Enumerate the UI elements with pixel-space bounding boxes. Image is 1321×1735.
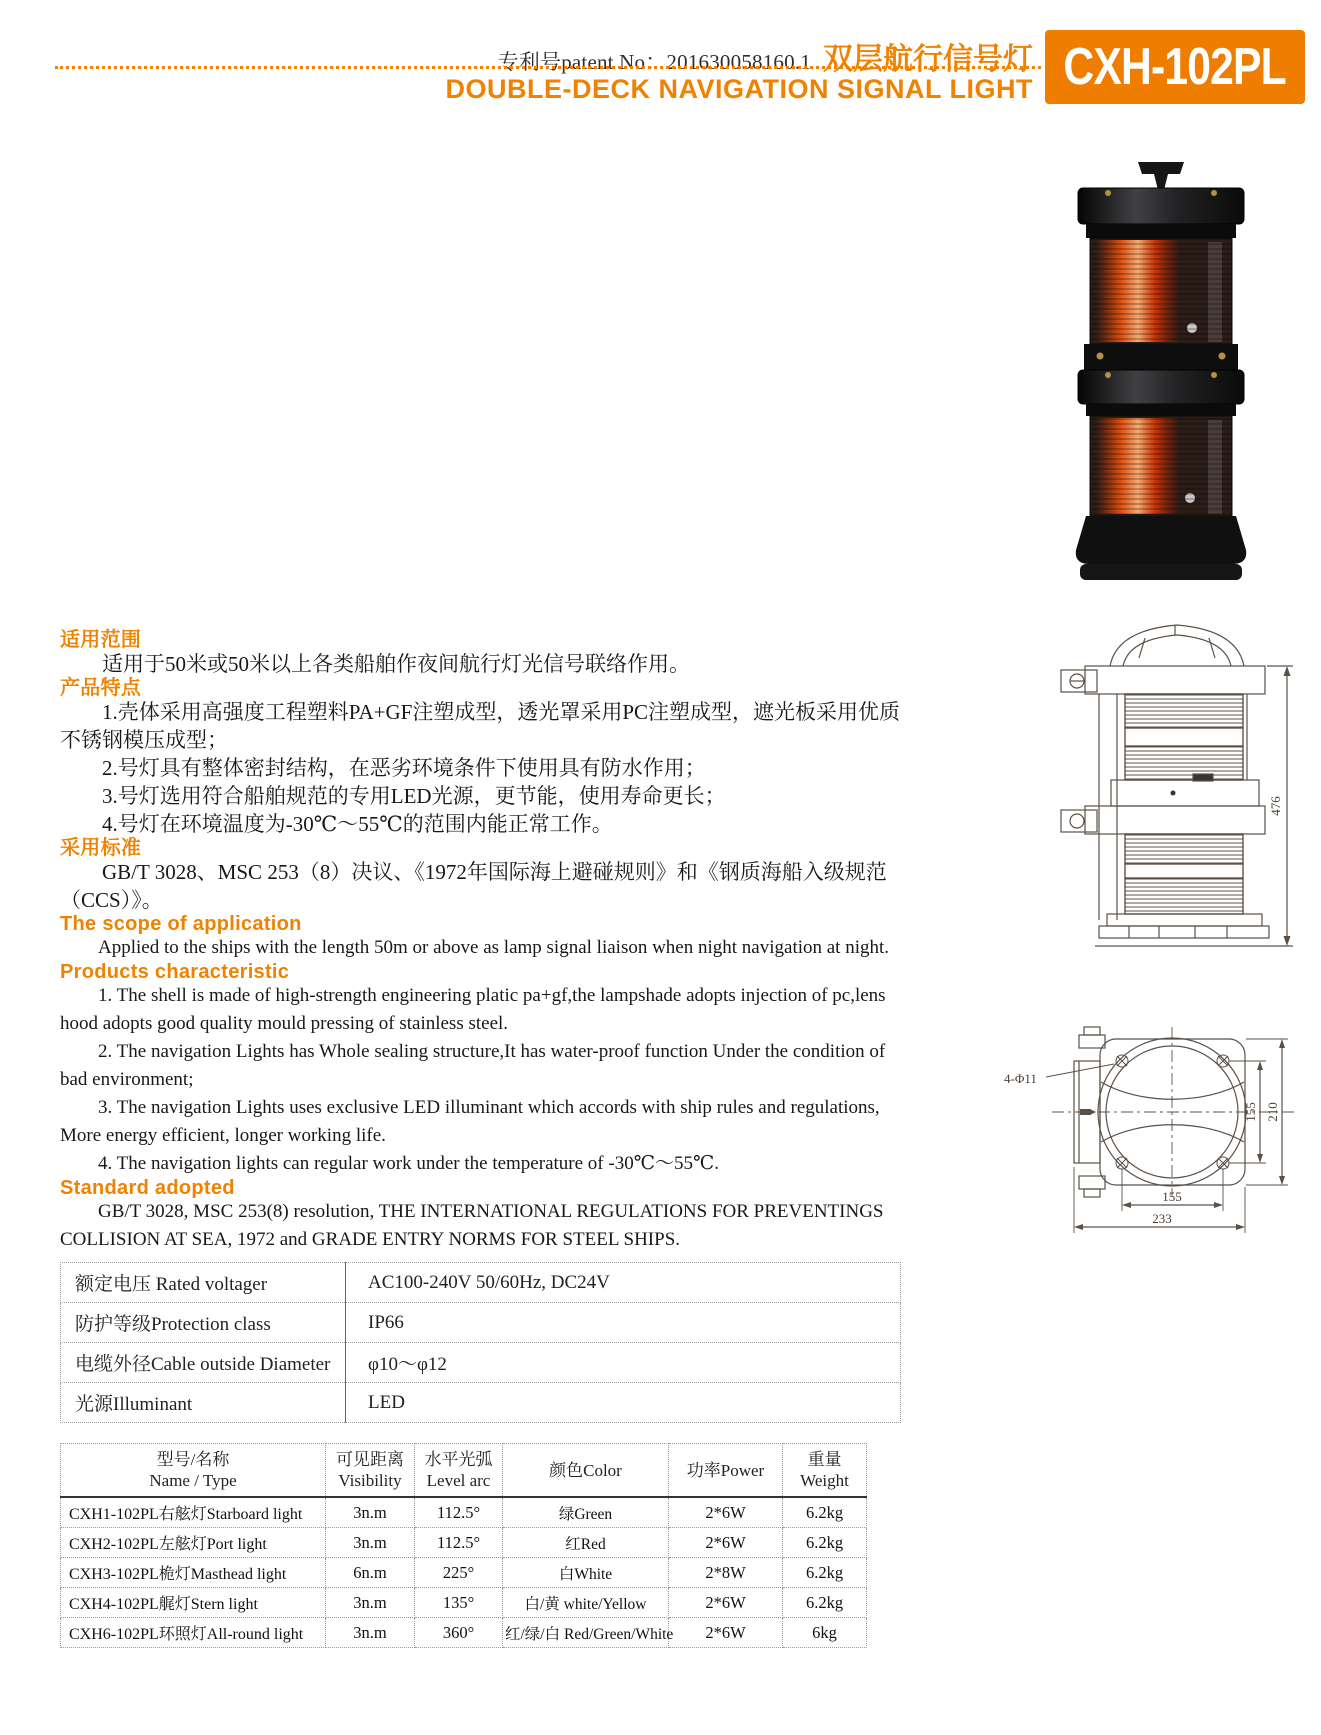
models-row	[61, 1528, 867, 1558]
spec-table	[60, 1262, 901, 1423]
dimension-label-height: 476	[1268, 796, 1283, 816]
spec-label: 防护等级Protection class	[61, 1303, 346, 1343]
spec-value: IP66	[346, 1303, 901, 1343]
photo-handle	[1138, 162, 1184, 190]
models-header-name	[61, 1444, 326, 1498]
patent-number: 专利号patent No：201630058160.1	[497, 50, 811, 74]
model-color: 红Red	[503, 1528, 669, 1558]
header-line: 水平光弧	[424, 1450, 493, 1469]
model-visibility: 3n.m	[326, 1528, 415, 1558]
dimension-label-bottom-outer: 233	[1152, 1211, 1172, 1226]
models-table	[60, 1443, 867, 1648]
models-row	[61, 1588, 867, 1618]
spec-value: LED	[346, 1383, 901, 1423]
spec-row	[61, 1343, 901, 1383]
model-level-arc: 135°	[415, 1588, 503, 1618]
model-weight: 6.2kg	[783, 1528, 867, 1558]
model-number: CXH-102PL	[1063, 38, 1287, 96]
spec-label: 电缆外径Cable outside Diameter	[61, 1343, 346, 1383]
section-heading-scope-en: The scope of application	[60, 913, 302, 935]
model-weight: 6.2kg	[783, 1558, 867, 1588]
header-line: 重量Weight	[800, 1450, 849, 1490]
models-header-level-arc	[415, 1444, 503, 1498]
header-line: Name / Type	[149, 1471, 237, 1490]
model-color: 白/黄 white/Yellow	[503, 1588, 669, 1618]
model-level-arc: 112.5°	[415, 1497, 503, 1528]
model-visibility: 3n.m	[326, 1618, 415, 1648]
dimension-label-flange: 210	[1265, 1102, 1280, 1122]
model-visibility: 3n.m	[326, 1497, 415, 1528]
bottom-view-drawing	[1000, 1025, 1300, 1240]
header-line: 颜色Color	[549, 1460, 622, 1480]
paragraph-scope-cn: 适用于50米或50米以上各类船舶作夜间航行灯光信号联络作用。	[102, 652, 690, 676]
model-badge	[1045, 30, 1305, 104]
header-line: Level arc	[426, 1471, 491, 1490]
model-level-arc: 112.5°	[415, 1528, 503, 1558]
model-color: 红/绿/白 Red/Green/White	[503, 1618, 669, 1648]
product-title-english: DOUBLE-DECK NAVIGATION SIGNAL LIGHT	[445, 74, 1033, 104]
model-name: CXH6-102PL环照灯All-round light	[61, 1618, 326, 1648]
model-weight: 6kg	[783, 1618, 867, 1648]
model-level-arc: 225°	[415, 1558, 503, 1588]
paragraph-scope-en: Applied to the ships with the length 50m or above as lamp signal liaison when night navigation at night.	[98, 937, 890, 958]
paragraph-standard-en: GB/T 3028, MSC 253(8) resolution, THE INTERNATIONAL REGULATIONS FOR PREVENTINGS COLLISION AT SEA, 1972 and GRADE ENTRY NORMS FOR STEEL SHIPS.	[60, 1201, 884, 1250]
models-header-color	[503, 1444, 669, 1498]
model-power: 2*8W	[669, 1558, 783, 1588]
spec-label: 光源Illuminant	[61, 1383, 346, 1423]
models-header-row	[61, 1444, 867, 1498]
product-photo	[1072, 160, 1250, 602]
models-header-power	[669, 1444, 783, 1498]
model-power: 2*6W	[669, 1588, 783, 1618]
header-line: Visibility	[338, 1471, 402, 1490]
section-heading-standard-cn: 采用标准	[60, 837, 142, 859]
product-title-chinese: 双层航行信号灯	[823, 43, 1033, 76]
section-heading-characteristic-en: Products characteristic	[60, 961, 290, 983]
models-row	[61, 1558, 867, 1588]
models-header-weight	[783, 1444, 867, 1498]
section-heading-features-cn: 产品特点	[60, 677, 142, 699]
dimension-label-bottom-inner: 155	[1162, 1189, 1182, 1204]
model-color: 绿Green	[503, 1497, 669, 1528]
model-color: 白White	[503, 1558, 669, 1588]
model-name: CXH3-102PL桅灯Masthead light	[61, 1558, 326, 1588]
spec-row	[61, 1263, 901, 1303]
models-row	[61, 1497, 867, 1528]
model-power: 2*6W	[669, 1618, 783, 1648]
section-heading-standard-en: Standard adopted	[60, 1177, 235, 1199]
model-visibility: 3n.m	[326, 1588, 415, 1618]
header-dotted-rule	[55, 66, 1041, 69]
model-name: CXH4-102PL艉灯Stern light	[61, 1588, 326, 1618]
paragraph-feature-cn-3: 3.号灯选用符合船舶规范的专用LED光源，更节能，使用寿命更长；	[102, 784, 726, 808]
paragraph-feature-cn-4: 4.号灯在环境温度为-30℃～55℃的范围内能正常工作。	[102, 812, 613, 836]
section-heading-scope-cn: 适用范围	[60, 629, 142, 651]
header-patent-row	[498, 34, 1033, 78]
model-weight: 6.2kg	[783, 1497, 867, 1528]
spec-label: 额定电压 Rated voltager	[61, 1263, 346, 1303]
paragraph-feature-cn-2: 2.号灯具有整体密封结构，在恶劣环境条件下使用具有防水作用；	[102, 756, 706, 780]
header-line: 型号/名称	[156, 1450, 230, 1469]
header-line: 功率Power	[686, 1460, 765, 1480]
side-view-drawing	[1055, 612, 1300, 962]
header-line: 可见距离	[336, 1450, 404, 1469]
spec-value: AC100-240V 50/60Hz, DC24V	[346, 1263, 901, 1303]
photo-lower-lens	[1090, 416, 1232, 516]
model-level-arc: 360°	[415, 1618, 503, 1648]
spec-row	[61, 1303, 901, 1343]
spec-value: φ10～φ12	[346, 1343, 901, 1383]
model-power: 2*6W	[669, 1528, 783, 1558]
model-name: CXH1-102PL右舷灯Starboard light	[61, 1497, 326, 1528]
photo-upper-lens	[1090, 238, 1232, 344]
spec-row	[61, 1383, 901, 1423]
paragraph-characteristic-3: 3. The navigation Lights uses exclusive LED illuminant which accords with ship rules and regulations, More energy efficient, longer working life.	[60, 1097, 880, 1146]
model-name: CXH2-102PL左舷灯Port light	[61, 1528, 326, 1558]
paragraph-characteristic-2: 2. The navigation Lights has Whole sealing structure,It has water-proof function Under the condition of bad environment;	[60, 1041, 886, 1090]
paragraph-characteristic-4: 4. The navigation lights can regular work under the temperature of -30℃～55℃.	[98, 1153, 719, 1174]
model-visibility: 6n.m	[326, 1558, 415, 1588]
paragraph-characteristic-1: 1. The shell is made of high-strength engineering platic pa+gf,the lampshade adopts injection of pc,lens hood adopts good quality mould pressing of stainless steel.	[60, 985, 886, 1034]
dimension-label-bolt-spacing: 155	[1243, 1102, 1258, 1122]
content-column	[60, 630, 905, 1648]
models-row	[61, 1618, 867, 1648]
paragraph-feature-cn-1: 1.壳体采用高强度工程塑料PA+GF注塑成型，透光罩采用PC注塑成型，遮光板采用优质不锈钢模压成型；	[60, 700, 901, 752]
model-weight: 6.2kg	[783, 1588, 867, 1618]
paragraph-standard-cn: GB/T 3028、MSC 253（8）决议、《1972年国际海上避碰规则》和《钢质海船入级规范（CCS）》。	[60, 860, 887, 912]
models-header-visibility	[326, 1444, 415, 1498]
model-power: 2*6W	[669, 1497, 783, 1528]
dimension-label-hole: 4-Φ11	[1004, 1071, 1037, 1086]
